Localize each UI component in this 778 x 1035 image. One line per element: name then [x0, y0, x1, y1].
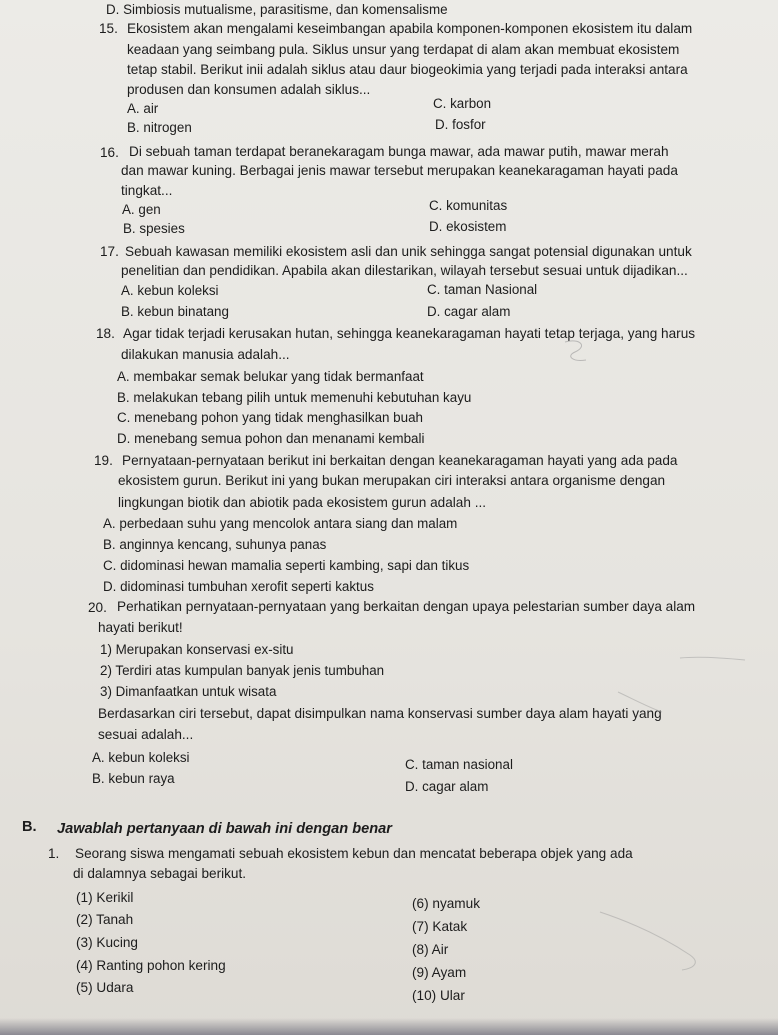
section-b-title: Jawablah pertanyaan di bawah ini dengan benar [57, 821, 392, 837]
q20-statement-1: 1) Merupakan konservasi ex-situ [100, 642, 294, 657]
q20-text-line1: Perhatikan pernyataan-pernyataan yang berkaitan dengan upaya pelestarian sumber daya alam [117, 599, 696, 614]
q16-text-line1: Di sebuah taman terdapat beranekaragam bunga mawar, ada mawar putih, mawar merah [129, 144, 669, 159]
q15-option-c: C. karbon [433, 96, 492, 111]
q20-option-d: D. cagar alam [405, 779, 489, 794]
q16-option-d: D. ekosistem [429, 219, 507, 234]
q17-number: 17. [100, 244, 119, 259]
observed-item-6: (6) nyamuk [412, 896, 480, 911]
q19-number: 19. [94, 453, 113, 468]
observed-item-1: (1) Kerikil [76, 890, 134, 905]
q20-number: 20. [88, 600, 107, 615]
q19-option-b: B. anginnya kencang, suhunya panas [103, 537, 327, 552]
q15-option-b: B. nitrogen [127, 120, 192, 135]
q20-option-a: A. kebun koleksi [92, 750, 190, 765]
q17-text-line2: penelitian dan pendidikan. Apabila akan dilestarikan, wilayah tersebut sesuai untuk dijadikan... [121, 263, 688, 278]
q19-text-line1: Pernyataan-pernyataan berikut ini berkaitan dengan keanekaragaman hayati yang ada pada [122, 453, 678, 468]
observed-item-10: (10) Ular [412, 988, 465, 1003]
q16-option-a: A. gen [122, 202, 161, 217]
q19-text-line2: ekosistem gurun. Berikut ini yang bukan merupakan ciri interaksi antara organisme dengan [118, 473, 666, 488]
q20-text-line3: Berdasarkan ciri tersebut, dapat disimpulkan nama konservasi sumber daya alam hayati yang [98, 706, 662, 721]
q17-option-d: D. cagar alam [427, 304, 511, 319]
q16-option-c: C. komunitas [429, 198, 508, 213]
q20-text-line4: sesuai adalah... [98, 727, 194, 742]
observed-item-7: (7) Katak [412, 919, 468, 934]
q15-text-line4: produsen dan konsumen adalah siklus... [127, 82, 371, 97]
q18-option-b: B. melakukan tebang pilih untuk memenuhi kebutuhan kayu [117, 390, 472, 405]
q16-text-line2: dan mawar kuning. Berbagai jenis mawar tersebut merupakan keanekaragaman hayati pada [121, 163, 678, 178]
q18-option-d: D. menebang semua pohon dan menanami kembali [117, 431, 425, 446]
q16-text-line3: tingkat... [121, 183, 173, 198]
section-b-q1-number: 1. [48, 846, 60, 861]
q14-option-d: D. Simbiosis mutualisme, parasitisme, dan komensalisme [106, 2, 448, 17]
q15-text-line1: Ekosistem akan mengalami keseimbangan apabila komponen-komponen ekosistem itu dalam [127, 21, 693, 36]
q15-option-d: D. fosfor [435, 117, 486, 132]
q17-option-a: A. kebun koleksi [121, 283, 219, 298]
q19-text-line3: lingkungan biotik dan abiotik pada ekosistem gurun adalah ... [118, 495, 487, 510]
q17-text-line1: Sebuah kawasan memiliki ekosistem asli dan unik sehingga sangat potensial digunakan untuk [125, 244, 692, 259]
q15-text-line2: keadaan yang seimbang pula. Siklus unsur yang terdapat di alam akan membuat ekosistem [127, 42, 680, 57]
q19-option-d: D. didominasi tumbuhan xerofit seperti kaktus [103, 579, 374, 594]
section-b-q1-line2: di dalamnya sebagai berikut. [73, 866, 247, 881]
q15-option-a: A. air [127, 101, 159, 116]
q19-option-c: C. didominasi hewan mamalia seperti kambing, sapi dan tikus [103, 558, 470, 573]
observed-item-4: (4) Ranting pohon kering [76, 958, 226, 973]
q18-option-c: C. menebang pohon yang tidak menghasilkan buah [117, 410, 423, 425]
q15-text-line3: tetap stabil. Berikut inii adalah siklus atau daur biogeokimia yang terjadi pada interaksi antara [127, 62, 688, 77]
q17-option-b: B. kebun binatang [121, 304, 229, 319]
q16-option-b: B. spesies [123, 221, 185, 236]
q20-text-line2: hayati berikut! [98, 620, 183, 635]
q16-number: 16. [100, 145, 119, 160]
q20-statement-3: 3) Dimanfaatkan untuk wisata [100, 684, 277, 699]
q18-number: 18. [96, 326, 115, 341]
q18-option-a: A. membakar semak belukar yang tidak bermanfaat [117, 369, 424, 384]
q18-text-line1: Agar tidak terjadi kerusakan hutan, sehingga keanekaragaman hayati tetap terjaga, yang harus [123, 326, 696, 341]
observed-item-5: (5) Udara [76, 980, 134, 995]
q17-option-c: C. taman Nasional [427, 282, 538, 297]
q20-option-c: C. taman nasional [405, 757, 513, 772]
observed-item-3: (3) Kucing [76, 935, 138, 950]
observed-item-2: (2) Tanah [76, 912, 134, 927]
observed-item-8: (8) Air [412, 942, 449, 957]
q20-statement-2: 2) Terdiri atas kumpulan banyak jenis tumbuhan [100, 663, 385, 678]
q18-text-line2: dilakukan manusia adalah... [121, 347, 290, 362]
q15-number: 15. [99, 21, 118, 36]
observed-item-9: (9) Ayam [412, 965, 467, 980]
page-bottom-shadow [0, 1018, 778, 1035]
section-b-q1-line1: Seorang siswa mengamati sebuah ekosistem kebun dan mencatat beberapa objek yang ada [75, 846, 633, 861]
q19-option-a: A. perbedaan suhu yang mencolok antara siang dan malam [103, 516, 458, 531]
section-b-letter: B. [22, 819, 37, 835]
q20-option-b: B. kebun raya [92, 771, 175, 786]
